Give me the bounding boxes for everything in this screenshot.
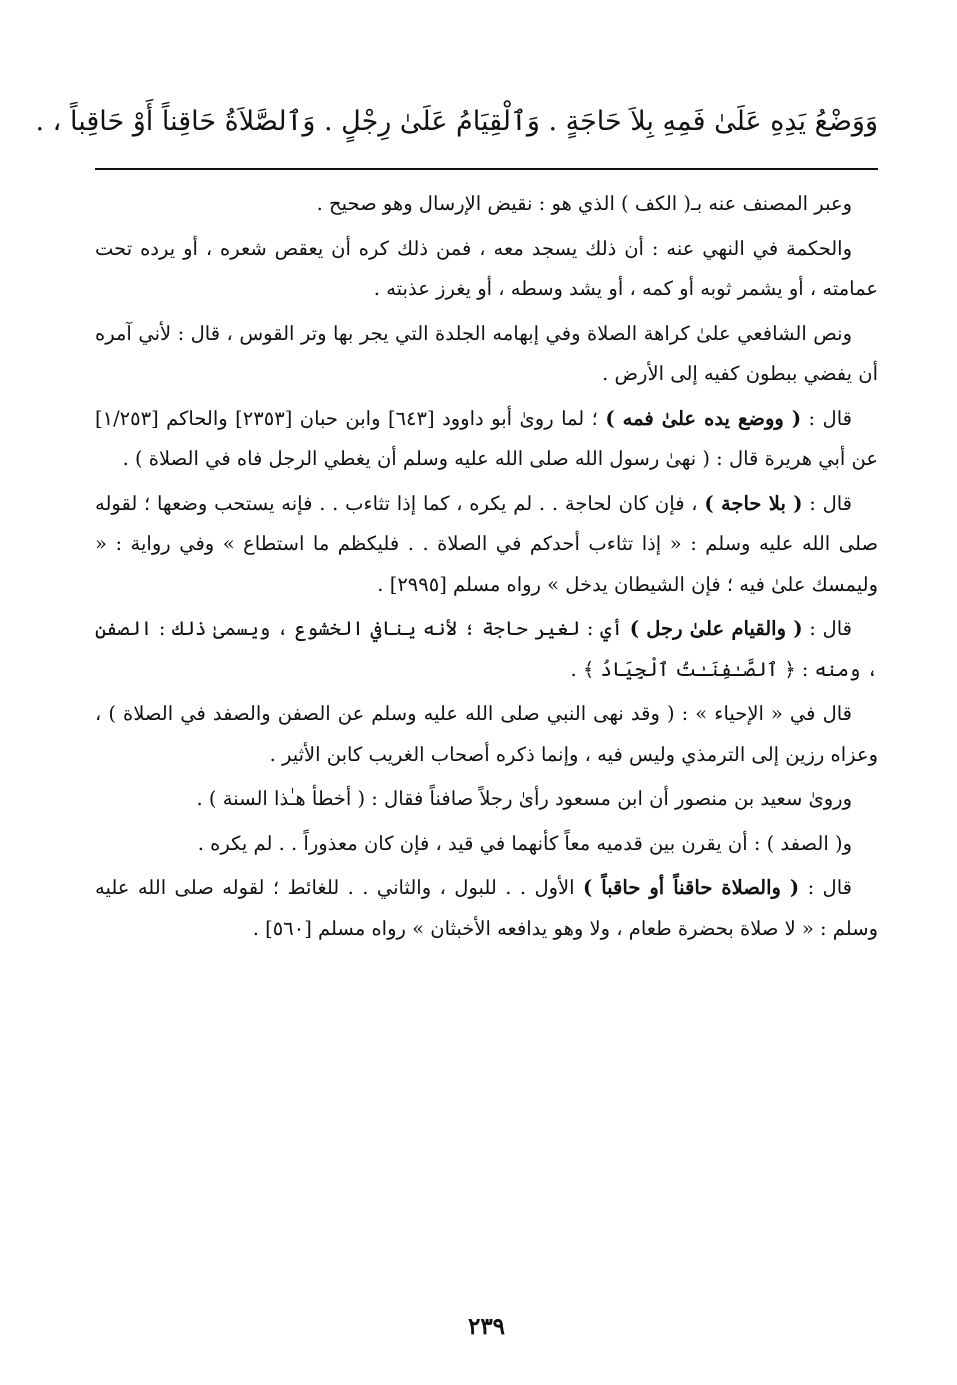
- paragraph-text: ، فإن كان لحاجة . . لم يكره ، كما إذا تثاءب . . فإنه يستحب وضعها ؛ لقوله صلى الله عليه وسلم : « إذا تثاءب أحدكم في الصلاة . . فليكظم ما استطاع » وفي رواية : « وليمسك علىٰ فيه ؛ فإن الشيطان يدخل » رواه مسلم [٢٩٩٥] .: [95, 491, 878, 596]
- paragraph: [95, 779, 878, 820]
- quoted-matn: ( والقيام علىٰ رجل ): [629, 617, 803, 640]
- paragraph-text: و( الصفد ) : أن يقرن بين قدميه معاً كأنهما في قيد ، فإن كان معذوراً . . لم يكره .: [197, 831, 852, 855]
- paragraph-lead: قال :: [801, 406, 852, 430]
- paragraph-text: وعبر المصنف عنه بـ( الكف ) الذي هو : نقيض الإرسال وهو صحيح .: [316, 192, 852, 215]
- quoted-matn: ( بلا حاجة ): [704, 491, 803, 515]
- paragraph-lead: قال :: [802, 491, 853, 515]
- page-number: ٢٣٩: [467, 1313, 506, 1340]
- paragraph-text: ؛ لما روىٰ أبو داوود [٦٤٣] وابن حبان [٢٣٥٣] والحاكم [١/٢٥٣] عن أبي هريرة قال : ( نهىٰ رسول الله صلى الله عليه وسلم أن يغطي الرجل فاه في الصلاة ) .: [95, 406, 878, 470]
- paragraph: [95, 694, 878, 775]
- paragraph: [95, 868, 878, 949]
- paragraph-text: الأول . . للبول ، والثاني . . للغائط ؛ لقوله صلى الله عليه وسلم : « لا صلاة بحضرة طعام ، ولا وهو يدافعه الأخبثان » رواه مسلم [٥٦٠] .: [95, 876, 878, 940]
- paragraph-text: والحكمة في النهي عنه : أن ذلك يسجد معه ، فمن ذلك كره أن يعقص شعره ، أو يرده تحت عمامته ، أو يشمر ثوبه أو كمه ، أو يشد وسطه ، أو يغرز عذبته .: [95, 236, 878, 300]
- book-page: [35, 0, 878, 1385]
- quoted-matn: ( والصلاة حاقناً أو حاقباً ): [583, 876, 800, 899]
- separator-rule: [95, 168, 878, 170]
- paragraph-text: ونص الشافعي علىٰ كراهة الصلاة وفي إبهامه الجلدة التي يجر بها وتر القوس ، قال : لأني آمره أن يفضي ببطون كفيه إلى الأرض .: [95, 321, 878, 385]
- paragraph: [95, 609, 878, 690]
- paragraph-lead: قال :: [799, 876, 852, 899]
- paragraph: [95, 314, 878, 395]
- paragraph-text: أي : لغير حاجة ؛ لأنه ينافي الخشوع ، ويسمىٰ ذلك : الصفن ، ومنه : ﴿ ٱلصَّـٰفِنَـٰتُ ٱلْجِيَادُ ﴾ .: [95, 617, 878, 681]
- commentary: [95, 184, 878, 953]
- paragraph-lead: قال :: [802, 617, 852, 640]
- paragraph: [95, 184, 878, 225]
- paragraph-text: قال في « الإحياء » : ( وقد نهى النبي صلى الله عليه وسلم عن الصفن والصفد في الصلاة ) ، وعزاه رزين إلى الترمذي وليس فيه ، وإنما ذكره أصحاب الغريب كابن الأثير .: [95, 702, 878, 766]
- paragraph: [95, 484, 878, 606]
- matn-text: وَوَضْعُ يَدِهِ عَلَىٰ فَمِهِ بِلاَ حَاجَةٍ . وَٱلْقِيَامُ عَلَىٰ رِجْلٍ . وَٱلصَّلاَةُ حَاقِناً أَوْ حَاقِباً ، .: [35, 106, 878, 137]
- paragraph-text: وروىٰ سعيد بن منصور أن ابن مسعود رأىٰ رجلاً صافناً فقال : ( أخطأ هـٰذا السنة ) .: [196, 787, 852, 810]
- paragraph: [95, 824, 878, 865]
- paragraph: [95, 229, 878, 310]
- quoted-matn: ( ووضع يده علىٰ فمه ): [605, 406, 802, 430]
- paragraph: [95, 399, 878, 480]
